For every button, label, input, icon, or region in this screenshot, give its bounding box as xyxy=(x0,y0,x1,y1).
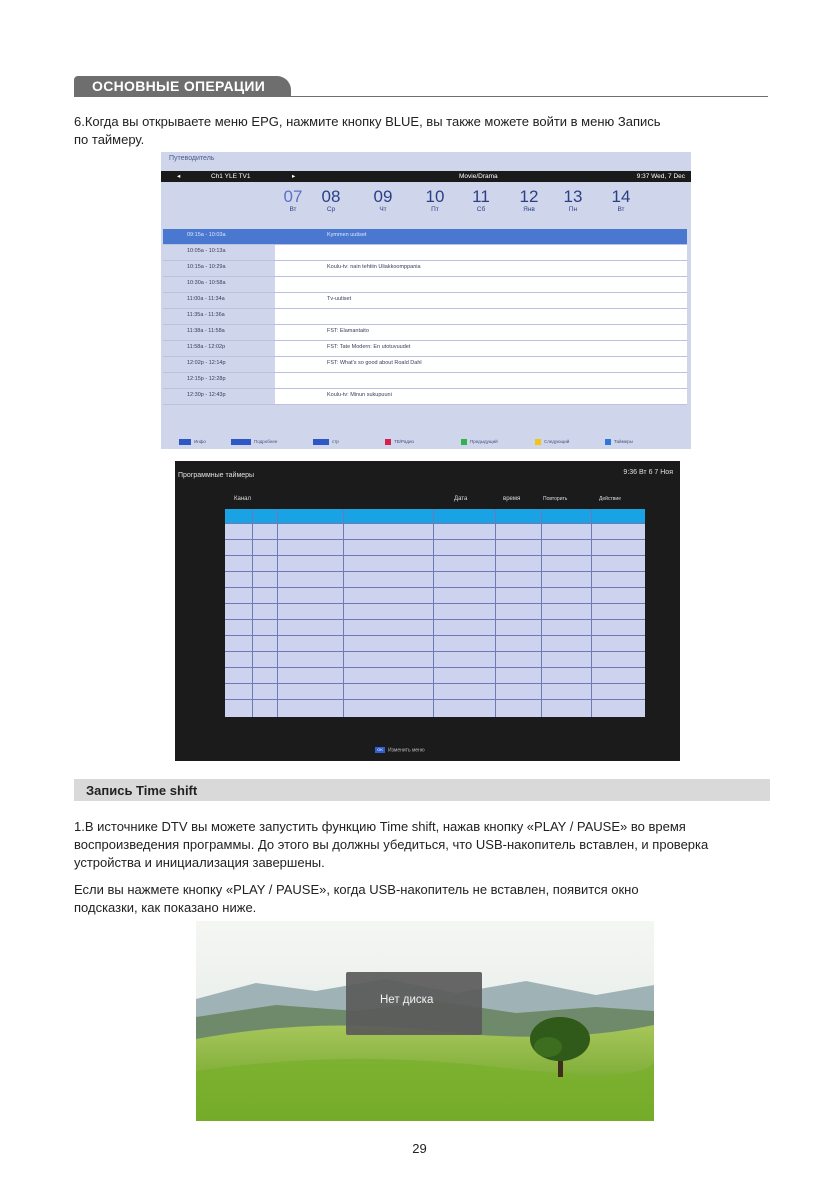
table-divider xyxy=(591,509,592,717)
table-divider xyxy=(495,509,496,717)
col-repeat: Повторить xyxy=(543,496,568,502)
schedule-row[interactable]: 11:35a - 11:36a xyxy=(163,309,687,325)
timeshift-p1-line-3: устройства и инициализация завершены. xyxy=(74,855,325,870)
timeshift-title: Запись Time shift xyxy=(86,783,198,798)
no-disk-popup xyxy=(346,972,482,1035)
timer-clock: 9:36 Вт 6 7 Hoя xyxy=(623,469,673,476)
green-key-icon xyxy=(461,439,467,445)
col-action: Действие xyxy=(599,496,621,502)
timer-screenshot xyxy=(175,461,680,761)
table-row[interactable] xyxy=(225,635,645,636)
table-row[interactable] xyxy=(225,555,645,556)
timer-footer: OK Изменить меню xyxy=(375,747,425,753)
date-tab[interactable]: 09 Чт xyxy=(373,187,393,213)
section-title: ОСНОВНЫЕ ОПЕРАЦИИ xyxy=(74,76,291,97)
blue-key-icon xyxy=(605,439,611,445)
schedule-row[interactable]: 09:15a - 10:03a Kymmen uutiset xyxy=(163,229,687,245)
intro-paragraph xyxy=(74,113,774,149)
timer-title: Программные таймеры xyxy=(178,472,255,479)
col-date: Дата xyxy=(454,496,468,502)
epg-channel: Ch1 YLE TV1 xyxy=(211,173,251,180)
schedule-row[interactable]: 12:15p - 12:28p xyxy=(163,373,687,389)
table-row[interactable] xyxy=(225,603,645,604)
schedule-row[interactable]: 12:30p - 12:43p Koulu-tv: Minun sukupuuni xyxy=(163,389,687,405)
schedule-row[interactable]: 11:00a - 11:34a Tv-uutiset xyxy=(163,293,687,309)
schedule-row[interactable]: 12:02p - 12:14p FST: What's so good about Roald Dahl xyxy=(163,357,687,373)
date-tab[interactable]: 11 Сб xyxy=(472,187,490,213)
table-row[interactable] xyxy=(225,683,645,684)
next-arrow-icon: ▸ xyxy=(292,173,296,180)
table-row[interactable] xyxy=(225,651,645,652)
table-row[interactable] xyxy=(225,539,645,540)
schedule-row[interactable]: 10:05a - 10:13a xyxy=(163,245,687,261)
schedule-row[interactable]: 11:58a - 12:02p FST: Tate Modern: En utotuvuudet xyxy=(163,341,687,357)
page-number: 29 xyxy=(412,1141,427,1156)
red-key-icon xyxy=(385,439,391,445)
intro-line-2: по таймеру. xyxy=(74,132,145,147)
timeshift-paragraph-1 xyxy=(74,818,774,872)
date-tab[interactable]: 13 Пн xyxy=(563,187,583,213)
schedule-row[interactable]: 11:38a - 11:58a FST: Elamantaito xyxy=(163,325,687,341)
legend-red: ТВ/Радио xyxy=(385,439,414,445)
date-tab[interactable]: 08 Ср xyxy=(321,187,341,213)
timeshift-p1-line-2: воспроизведения программы. До этого вы должны убедиться, что USB-накопитель вставлен, и проверка xyxy=(74,837,709,852)
ok-key-icon xyxy=(179,439,191,445)
epg-screenshot xyxy=(161,152,691,449)
prev-arrow-icon: ◂ xyxy=(177,173,181,180)
ok-key-icon: OK xyxy=(375,747,385,753)
no-disk-screenshot xyxy=(196,921,654,1121)
legend-info: Инфо xyxy=(179,439,206,445)
table-row[interactable] xyxy=(225,587,645,588)
date-tab[interactable]: 14 Вт xyxy=(611,187,631,213)
timeshift-heading-bar xyxy=(74,779,770,801)
table-row-selected[interactable] xyxy=(225,509,645,523)
epg-channel-bar xyxy=(161,171,691,182)
table-row[interactable] xyxy=(225,571,645,572)
table-divider xyxy=(343,509,344,717)
ch-key-icon xyxy=(313,439,329,445)
table-row[interactable] xyxy=(225,699,645,700)
table-divider xyxy=(277,509,278,717)
epg-genre: Movie/Drama xyxy=(459,173,498,180)
timer-table xyxy=(225,509,645,717)
table-divider xyxy=(541,509,542,717)
legend-yellow: Следующий xyxy=(535,439,569,445)
table-row[interactable] xyxy=(225,619,645,620)
date-tab[interactable]: 07 Вт xyxy=(283,187,303,213)
date-tab[interactable]: 10 Пт xyxy=(425,187,445,213)
legend-page: стр xyxy=(313,439,339,445)
legend-green: Предыдущий xyxy=(461,439,498,445)
section-divider xyxy=(74,96,768,97)
table-row[interactable] xyxy=(225,523,645,524)
epg-title: Путеводитель xyxy=(169,155,215,162)
yellow-key-icon xyxy=(535,439,541,445)
col-time: время xyxy=(503,496,521,502)
epg-legend xyxy=(161,434,691,449)
date-tab[interactable]: 12 Янв xyxy=(519,187,539,213)
legend-details: Подробнее xyxy=(231,439,277,445)
schedule-row[interactable]: 10:30a - 10:58a xyxy=(163,277,687,293)
timeshift-p1-line-1: 1.В источнике DTV вы можете запустить функцию Time shift, нажав кнопку «PLAY / PAUSE» во время xyxy=(74,819,686,834)
schedule-row[interactable]: 10:15a - 10:29a Koulu-tv: nain tehtiin Uliakkoomppania xyxy=(163,261,687,277)
table-divider xyxy=(433,509,434,717)
legend-blue: Таймеры xyxy=(605,439,633,445)
epg-clock: 9:37 Wed, 7 Dec xyxy=(636,173,685,180)
col-channel: Канал xyxy=(234,496,251,502)
timeshift-p2-line-1: Если вы нажмете кнопку «PLAY / PAUSE», когда USB-накопитель не вставлен, появится окно xyxy=(74,882,639,897)
intro-line-1: 6.Когда вы открываете меню EPG, нажмите кнопку BLUE, вы также можете войти в меню Запись xyxy=(74,114,661,129)
popup-message: Нет диска xyxy=(380,994,434,1006)
epg-date-strip xyxy=(273,188,691,226)
timeshift-paragraph-2 xyxy=(74,881,774,917)
table-divider xyxy=(252,509,253,717)
timeshift-p2-line-2: подсказки, как показано ниже. xyxy=(74,900,257,915)
display-key-icon xyxy=(231,439,251,445)
table-row[interactable] xyxy=(225,667,645,668)
